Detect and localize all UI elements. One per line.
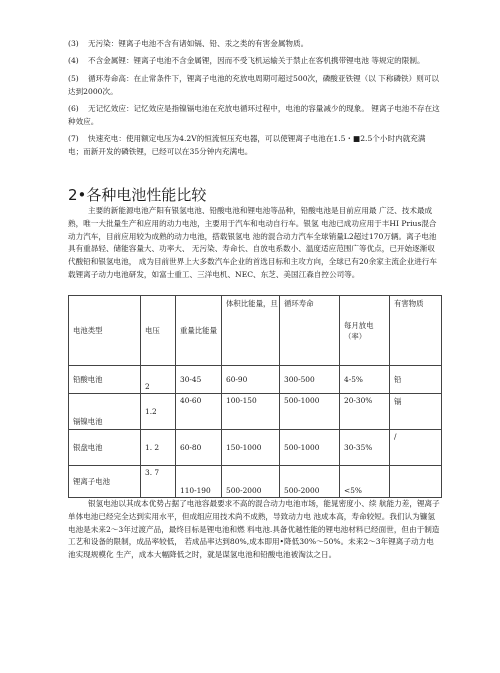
table-row: [69, 466, 442, 498]
table-cell: 铅酸电池: [69, 366, 141, 394]
table-cell: 150-1000: [222, 430, 280, 466]
table-row: [69, 430, 442, 466]
table-row: [69, 366, 442, 394]
table-cell: 20-30%: [340, 394, 390, 430]
table-cell: 110-190: [176, 466, 222, 498]
table-cell: 500-1000: [280, 430, 340, 466]
header-cell: 体积比能量，旦: [222, 296, 280, 366]
table-cell: 镉: [390, 394, 442, 430]
battery-comparison-table: [68, 295, 442, 498]
table-cell: /: [390, 430, 442, 466]
table-cell: 1.2: [141, 394, 176, 430]
table-cell: 60-80: [176, 430, 222, 466]
table-cell: 2: [141, 366, 176, 394]
table-cell: 500-2000: [222, 466, 280, 498]
table-cell: 3. 7: [141, 466, 176, 498]
table-cell: 100-150: [222, 394, 280, 430]
header-cell: 电压: [141, 296, 176, 366]
section-heading: 2•各种电池性能比较: [68, 186, 207, 204]
header-cell: 每月放电（率）: [340, 296, 390, 366]
table-cell: 500-1000: [280, 394, 340, 430]
table-cell: 30-35%: [340, 430, 390, 466]
table-header-row: [69, 296, 442, 366]
header-cell: 重量比能量: [176, 296, 222, 366]
table-cell: 镉镍电池: [69, 394, 141, 430]
table-cell: 500-2000: [280, 466, 340, 498]
header-cell: 有害物质: [390, 296, 442, 366]
header-cell: 电池类型: [69, 296, 141, 366]
conclusion-paragraph: 银氢电池以其成本优势占据了电池容最要求不高的混合动力电池市场，能晁密度小、续 航能力差，锂离子单体电池已经完全达到实用水平，但成组应用技术尚不成熟，导致动力电 池成本高，寿命较短。我们认为镰氢电池是未来2～3年过渡产品，最终目标是锂电池和燃 料电池.具备优越性能的锂电池材料已经面世，但由于制造工艺和设备的限制，成品率较低， 若成品率达到80%,成本即用•降低30%～50%。未来2～3年锂离子动力电池实现规模化 生产，成本大幅降低之时，就是谋氢电池和铅酸电池被淘汰之日。: [68, 499, 440, 560]
table-row: [69, 394, 442, 430]
list-item: (3) 无污染：锂离子电池不含有诸如镉、铅、汞之类的有害金属物质。: [68, 39, 309, 48]
table-cell: 40-60: [176, 394, 222, 430]
list-item: (7) 快速充电：使用额定电压为4.2V的恒流恒压充电器，可以使锂离子电池在1.5・■2.5个小时内就充满电；而新开发的磷铁锂，已经可以在35分钟内充满电。: [68, 134, 426, 156]
table-cell: 30-45: [176, 366, 222, 394]
table-cell: [390, 466, 442, 498]
list-item: (5) 循环寿命高：在止常条件下，锂离子电池的充放电周期可超过500次，磷酸亚铁锂（以 下称磷铁）则可以达到2000次。: [68, 73, 440, 96]
table-cell: <5%: [340, 466, 390, 498]
table-cell: 300-500: [280, 366, 340, 394]
list-item: (4) 不含金属锂：锂离子电池不含金属锂，因而不受飞机运输关于禁止在客机携带锂电池 等规定的限制。: [68, 56, 425, 66]
table-cell: 锂离子电池: [69, 466, 141, 498]
list-item: (6) 无记忆效应：记忆效应是指镍镉电池在充放电循环过程中，电池的容量减少的现象。 锂离子电池不存在这种效应。: [68, 103, 440, 126]
table-cell: 1. 2: [141, 430, 176, 466]
feature-list: [68, 38, 440, 163]
header-cell: 循环寿命: [280, 296, 340, 366]
table-cell: 4-5%: [340, 366, 390, 394]
intro-paragraph: 主要的新能源电池产阳有银氢电池、铅酸电池和锂电池等品种，铅酸电池是目前应用最 广泛、技术最成熟，唯一大批量生产和应用的动力电池，主要用于汽车和电动自行车。银氢 电池已成功应用于丰HI Prius混合动力汽车，目前应用较为成熟的动力电池，搭载银氢电 池的混合动力汽车全球销量L2超过170万辆。离子电池具有重昴轻、储能容量大、功率大、 无污染、寿命长、自放电系数小、温度适应范围广等优点，已开始逐渐収代酸铅和银氢电池， 成为目前世界上大多数汽车企业的首选目标和主攻方向，全球已有20余家主流企业进行车 载锂离子动力电池研发，如富士重工、三洋电机、NEC、东芝、美国江森自控公司等。: [68, 206, 437, 279]
table-cell: 60-90: [222, 366, 280, 394]
table-cell: 铅: [390, 366, 442, 394]
table-cell: 银盘电池: [69, 430, 141, 466]
